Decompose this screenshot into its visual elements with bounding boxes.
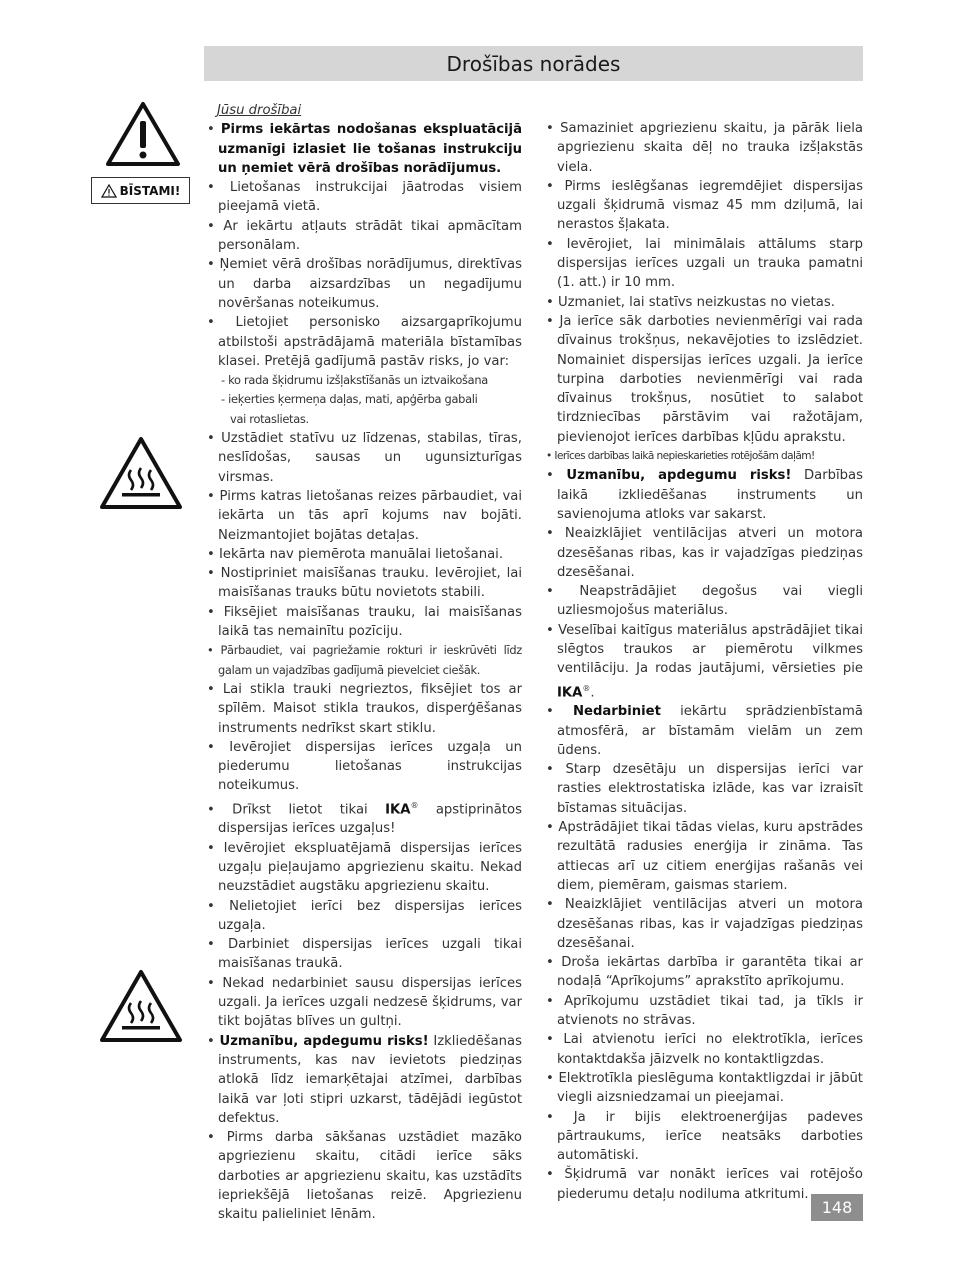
list-item: • Ja ierīce sāk darboties nevienmērīgi vai rada dīvainus trokšņus, nekavējoties to izslēdziet. Nomainiet dispersijas ierīces uzgali. Ja ierīce turpina darboties nevienmērīgi vai rada dīvainus trokšņus, nosūtiet to salabot tirdzniecības pārstāvim vai ražotājam, pievienojot ierīces darbības kļūdu aprakstu. [546,313,863,445]
list-item: • Ievērojiet dispersijas ierīces uzgaļa un piederumu lietošanas instrukcijas noteikumus. [207,739,522,794]
list-item: • Nedarbiniet iekārtu sprādzienbīstamā atmosfērā, ar bīstamām vielām un zem ūdens. [546,704,863,758]
list-item: • Iekārta nav piemērota manuālai lietošanai. [207,546,504,562]
dash-item: - ko rada šķidrumu izšļakstīšanās un iztvaikošana [221,373,488,388]
list-item: • Starp dzesētāju un dispersijas ierīci var rasties elektrostatiska izlāde, kas var izraisīt bīstamas situācijas. [546,762,863,816]
list-item: • Uzmanību, apdegumu risks! Darbības laikā izkliedēšanas instruments un savienojuma atloks var sakarst. [546,468,863,522]
dash-item: - ieķerties ķermeņa daļas, mati, apģērba gabali [221,392,478,407]
list-item: • Nekad nedarbiniet sausu dispersijas ierīces uzgali. Ja ierīces uzgali nedzesē šķidrums, var tikt bojātas blīves un gultņi. [207,975,522,1030]
list-item: • Šķidrumā var nonākt ierīces vai rotējošo piederumu detaļu nodiluma atkritumi. [546,1167,863,1202]
list-item: • Droša iekārtas darbība ir garantēta tikai ar nodaļā “Aprīkojums” aprakstīto aprīkojumu. [546,955,863,990]
list-item: • Lai stikla trauki negrieztos, fiksējiet tos ar spīlēm. Maisot stikla traukos, disperģēšanas instruments nedrīkst skart stiklu. [207,681,522,736]
list-item: • Samaziniet apgriezienu skaitu, ja pārāk liela apgriezienu skaita dēļ no trauka izšļakstās viela. [546,121,863,175]
list-item: • Darbiniet dispersijas ierīces uzgali tikai maisīšanas traukā. [207,937,522,972]
danger-label: BĪSTAMI! [119,183,181,198]
left-column [204,101,522,1225]
list-item: • Pirms iekārtas nodošanas ekspluatācijā uzmanīgi izlasiet lie tošanas instrukciju un ņemiet vērā drošības norādījumus. [207,122,522,176]
page-header [204,46,863,81]
list-item: • Pirms katras lietošanas reizes pārbaudiet, vai iekārta un tās aprī kojums nav bojāti. Neizmantojiet bojātas detaļas. [207,488,522,543]
list-item: • Ievērojiet, lai minimālais attālums starp dispersijas ierīces uzgali un trauka pamatni (1. att.) ir 10 mm. [546,236,863,291]
hot-surface-icon-2 [99,969,183,1043]
dash-item-cont: vai rotaslietas. [230,411,309,426]
list-item: • Lai atvienotu ierīci no elektrotīkla, ierīces kontaktdakša jāizvelk no kontaktligzdas. [546,1032,863,1067]
danger-badge [91,177,190,204]
list-item: • Aprīkojumu uzstādiet tikai tad, ja tīkls ir atvienots no strāvas. [546,993,863,1029]
list-item: • Neaizklājiet ventilācijas atveri un motora dzesēšanas ribas, kas ir vajadzīgas piedziņas dzesēšanai. [546,897,863,951]
list-item: • Pirms ieslēgšanas iegremdējiet dispersijas uzgali šķidrumā vismaz 45 mm dziļumā, lai nerastos šļakata. [546,178,863,233]
right-column [543,119,863,1204]
list-item: • Nostipriniet maisīšanas trauku. Ievērojiet, lai maisīšanas trauks būtu novietots stabili. [207,566,522,601]
list-item: • Pārbaudiet, vai pagriežamie rokturi ir ieskrūvēti līdz galam un vajadzības gadījumā pievelciet ciešāk. [207,643,522,677]
warning-triangle-icon [105,101,181,167]
list-item: • Ievērojiet ekspluatējamā dispersijas ierīces uzgaļu pieļaujamo apgriezienu skaitu. Nekad neuzstādiet augstāku apgriezienu skaitu. [207,840,522,895]
small-warning-icon [101,184,117,198]
list-item: • Apstrādājiet tikai tādas vielas, kuru apstrādes rezultātā radusies enerģija ir zināma. Tas attiecas arī uz citiem enerģijas rašanās vei diem, piemēram, gaismas stariem. [546,820,863,893]
hot-surface-icon [99,436,183,510]
list-item: • Ja ir bijis elektroenerģijas padeves pārtraukums, ierīce neatsāks darboties automātiski. [546,1109,863,1164]
list-item: • Drīkst lietot tikai IKA® apstiprinātos dispersijas ierīces uzgaļus! [207,800,522,837]
list-item: • Veselībai kaitīgus materiālus apstrādājiet tikai slēgtos traukos ar piemērotu vilkmes ventilāciju. Ja rodas jautājumi, vērsieties pie IKA®. [546,622,863,700]
list-item: • Pirms darba sākšanas uzstādiet mazāko apgriezienu skaitu, citādi ierīce sāks darboties ar apgriezienu skaitu, kas uzstādīts iepriekšējā lietošanas reizē. Apgriezienu skaitu palieliniet lēnām. [207,1130,522,1223]
list-item: • Ar iekārtu atļauts strādāt tikai apmācītam personālam. [207,218,522,254]
list-item: • Nelietojiet ierīci bez dispersijas ierīces uzgaļa. [207,898,522,933]
section-heading: Jūsu drošībai [217,103,302,118]
list-item: • Ierīces darbības laikā nepieskarieties rotējošām daļām! [546,450,815,463]
list-item: • Uzmanību, apdegumu risks! Izkliedēšanas instruments, kas nav ievietots piedziņas atlokā līdz iemarķētajai atzīmei, darbības laikā var ļoti stipri uzkarst, tādējādi iegūstot defektus. [207,1033,522,1126]
list-item: • Fiksējiet maisīšanas trauku, lai maisīšanas laikā tas nemainītu pozīciju. [207,604,522,640]
list-item: • Uzmaniet, lai statīvs neizkustas no vietas. [546,294,835,310]
list-item: • Lietojiet personisko aizsargaprīkojumu atbilstoši apstrādājamā materiāla bīstamības klasei. Pretējā gadījumā pastāv risks, jo var: [207,315,522,369]
page-number: 148 [811,1194,863,1221]
list-item: • Uzstādiet statīvu uz līdzenas, stabilas, tīras, neslīdošas, sausas un ugunsizturīgas virsmas. [207,431,522,485]
list-item: • Ņemiet vērā drošības norādījumus, direktīvas un darba aizsardzības un negadījumu novēršanas noteikumus. [207,257,522,311]
list-item: • Lietošanas instrukcijai jāatrodas visiem pieejamā vietā. [207,180,522,215]
page-title: Drošības norādes [446,51,621,76]
list-item: • Neaizklājiet ventilācijas atveri un motora dzesēšanas ribas, kas ir vajadzīgas piedziņas dzesēšanai. [546,526,863,580]
list-item: • Elektrotīkla pieslēguma kontaktligzdai ir jābūt viegli aizsniedzamai un pieejamai. [546,1070,863,1106]
list-item: • Neapstrādājiet degošus vai viegli uzliesmojošus materiālus. [546,584,863,619]
